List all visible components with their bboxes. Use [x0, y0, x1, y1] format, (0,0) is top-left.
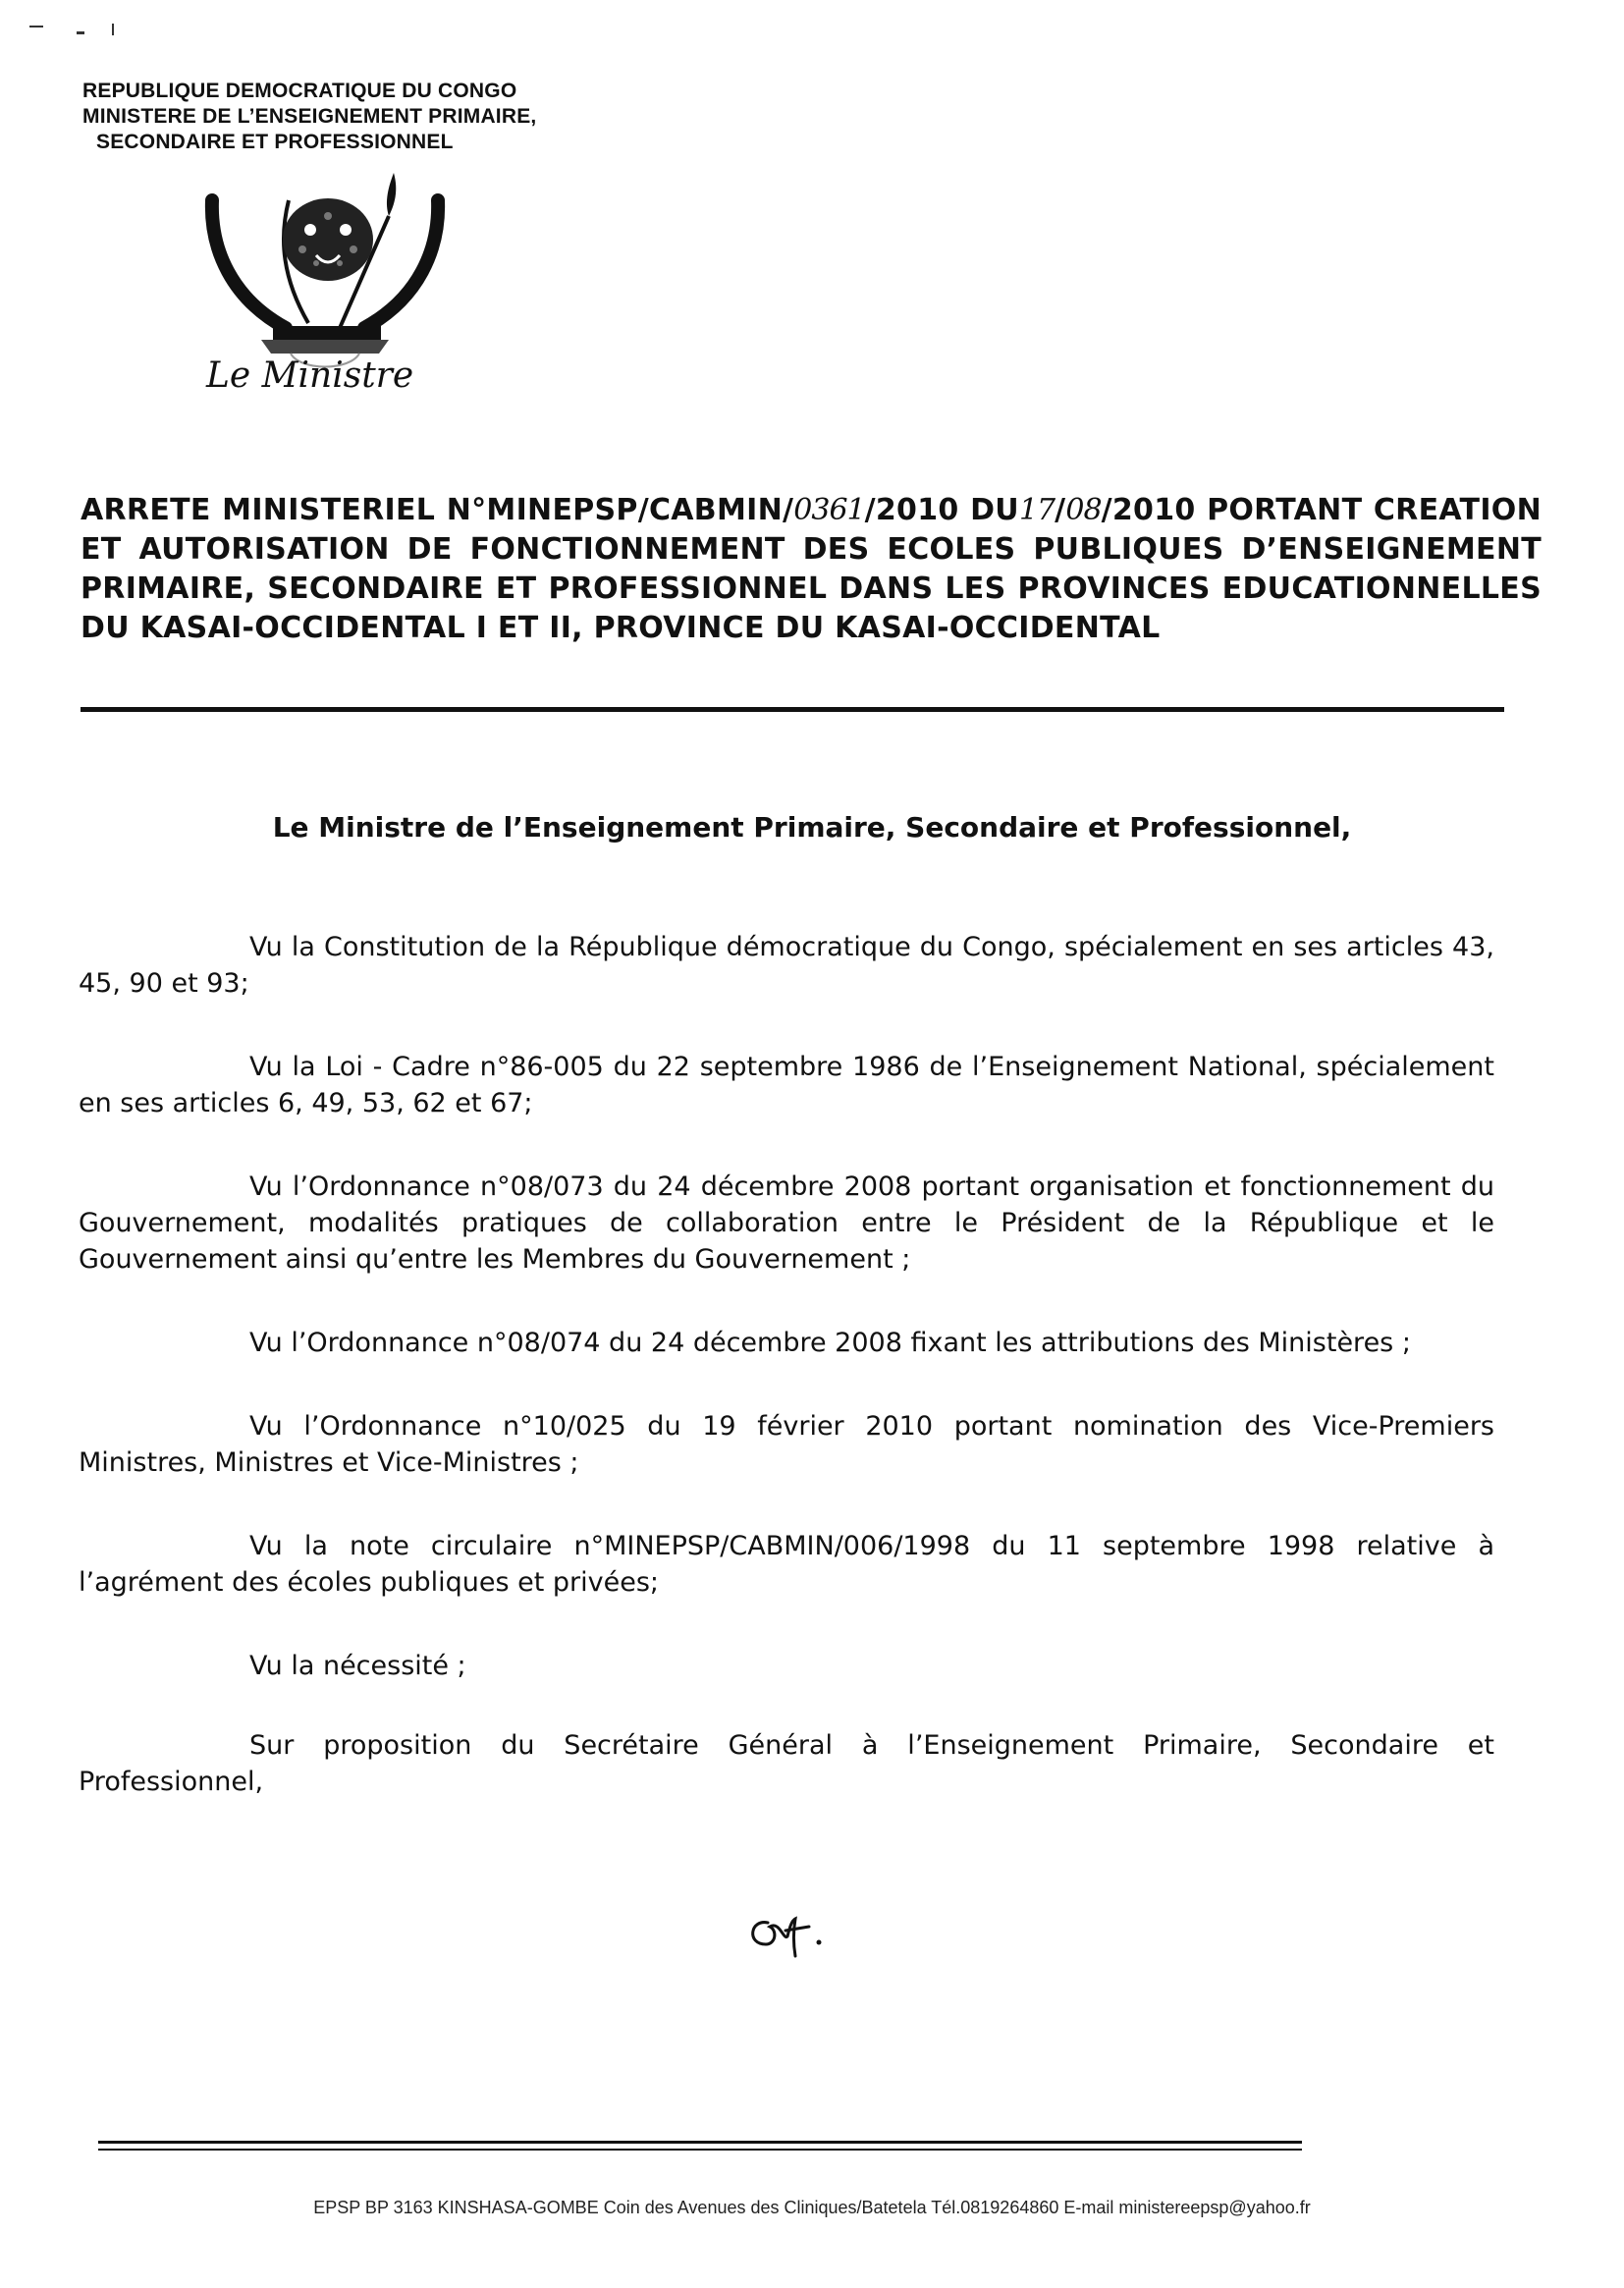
decree-title — [81, 491, 1542, 648]
considerant-paragraph: Vu l’Ordonnance n°08/074 du 24 décembre 2008 fixant les attributions des Ministères ; — [249, 1328, 1411, 1358]
considerant-paragraph: Vu la Constitution de la République démocratique du Congo, spécialement en ses articles 43, 45, 90 et 93; — [79, 932, 1494, 999]
considerant-paragraph: Vu la note circulaire n°MINEPSP/CABMIN/006/1998 du 11 septembre 1998 relative à l’agrément des écoles publiques et privées; — [79, 1531, 1494, 1598]
handwritten-initials-icon — [740, 1901, 829, 1960]
footer-divider-bottom — [98, 2149, 1302, 2151]
decree-month-handwritten: 08 — [1065, 493, 1102, 527]
considerant-paragraph: Vu l’Ordonnance n°08/073 du 24 décembre 2008 portant organisation et fonctionnement du Gouvernement, modalités pratiques de collaboration entre le Président de la République et le Gouvernement ainsi qu’entre les Membres du Gouvernement ; — [79, 1171, 1494, 1275]
signature-title: Le Ministre — [206, 355, 414, 396]
decree-number-handwritten: 0361 — [793, 493, 865, 527]
scan-mark — [29, 26, 43, 27]
title-divider — [81, 707, 1504, 712]
considerant-paragraph: Vu l’Ordonnance n°10/025 du 19 février 2010 portant nomination des Vice-Premiers Ministres, Ministres et Vice-Ministres ; — [79, 1411, 1494, 1478]
footer-contact: EPSP BP 3163 KINSHASA-GOMBE Coin des Avenues des Cliniques/Batetela Tél.0819264860 E-mail ministereepsp@yahoo.fr — [313, 2198, 1311, 2217]
footer-divider-top — [98, 2141, 1302, 2144]
leopard-coat-of-arms-icon — [192, 161, 458, 387]
letterhead-line-ministry-cont: SECONDAIRE ET PROFESSIONNEL — [96, 131, 454, 153]
decree-title-slash: / — [1055, 493, 1066, 527]
decree-title-year-du: /2010 DU — [864, 493, 1019, 527]
considerants-section — [79, 929, 1494, 1847]
considerant-paragraph: Vu la nécessité ; — [249, 1651, 466, 1681]
minister-heading: Le Ministre de l’Enseignement Primaire, Secondaire et Professionnel, — [272, 811, 1352, 844]
scan-mark — [77, 31, 84, 34]
scan-mark — [112, 24, 114, 35]
letterhead-line-country: REPUBLIQUE DEMOCRATIQUE DU CONGO — [82, 80, 517, 102]
considerant-paragraph: Sur proposition du Secrétaire Général à l’Enseignement Primaire, Secondaire et Professionnel, — [79, 1730, 1494, 1797]
letterhead — [82, 79, 536, 155]
considerant-paragraph: Vu la Loi - Cadre n°86-005 du 22 septembre 1986 de l’Enseignement National, spécialement en ses articles 6, 49, 53, 62 et 67; — [79, 1052, 1494, 1118]
decree-day-handwritten: 17 — [1018, 493, 1056, 527]
letterhead-line-ministry: MINISTERE DE L’ENSEIGNEMENT PRIMAIRE, — [82, 105, 537, 128]
decree-title-prefix: ARRETE MINISTERIEL N°MINEPSP/CABMIN/ — [81, 493, 794, 527]
decree-title-rest: /2010 PORTANT CREATION ET AUTORISATION DE FONCTIONNEMENT DES ECOLES PUBLIQUES D’ENSEIGNEMENT PRIMAIRE, SECONDAIRE ET PROFESSIONNEL DANS LES PROVINCES EDUCATIONNELLES DU KASAI-OCCIDENTAL I ET II, PROVINCE DU KASAI-OCCIDENTAL — [81, 493, 1542, 645]
